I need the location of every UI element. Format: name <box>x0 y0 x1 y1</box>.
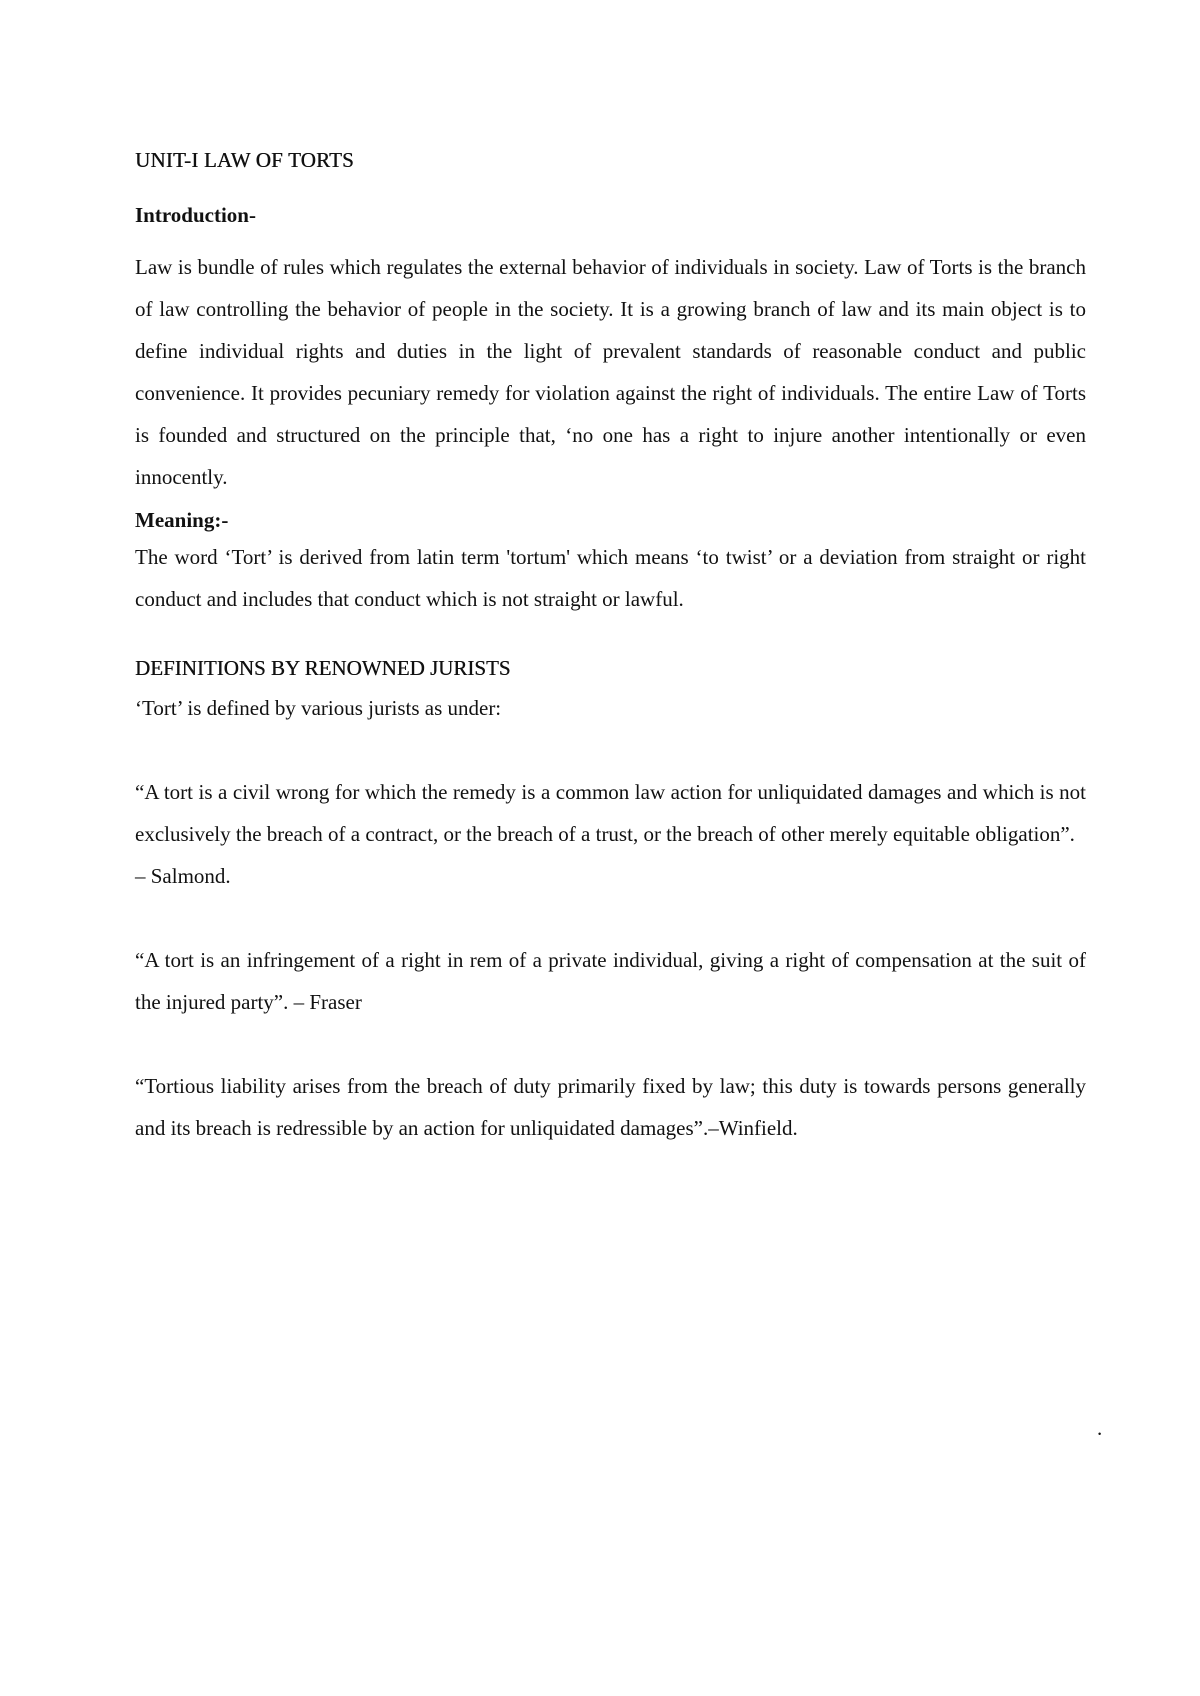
definitions-heading: DEFINITIONS BY RENOWNED JURISTS <box>135 655 511 680</box>
meaning-heading: Meaning:- <box>135 508 229 533</box>
definition-salmond-quote: “A tort is a civil wrong for which the remedy is a common law action for unliquidated damages and which is not exclusively the breach of a contract, or the breach of a trust, or the breach of other merely equitable obligation”. <box>135 779 1086 846</box>
meaning-paragraph: The word ‘Tort’ is derived from latin term 'tortum' which means ‘to twist’ or a deviation from straight or right conduct and includes that conduct which is not straight or lawful. <box>135 544 1086 611</box>
stray-mark: . <box>1097 1416 1103 1440</box>
introduction-paragraph: Law is bundle of rules which regulates the external behavior of individuals in society. Law of Torts is the branch of law controlling the behavior of people in the society. It is a growing branch of law and its main object is to define individual rights and duties in the light of prevalent standards of reasonable conduct and public convenience. It provides pecuniary remedy for violation against the right of individuals. The entire Law of Torts is founded and structured on the principle that, ‘no one has a right to injure another intentionally or even innocently. <box>135 255 1086 490</box>
definition-winfield: “Tortious liability arises from the breach of duty primarily fixed by law; this duty is towards persons generally and its breach is redressible by an action for unliquidated damages”.–Winfield. <box>135 1073 1086 1140</box>
definition-salmond-attribution: – Salmond. <box>135 863 231 888</box>
document-title: UNIT-I LAW OF TORTS <box>135 148 354 172</box>
definition-fraser: “A tort is an infringement of a right in rem of a private individual, giving a right of compensation at the suit of the injured party”. – Fraser <box>135 947 1086 1014</box>
definitions-intro: ‘Tort’ is defined by various jurists as under: <box>135 695 502 720</box>
introduction-heading: Introduction- <box>135 203 256 228</box>
